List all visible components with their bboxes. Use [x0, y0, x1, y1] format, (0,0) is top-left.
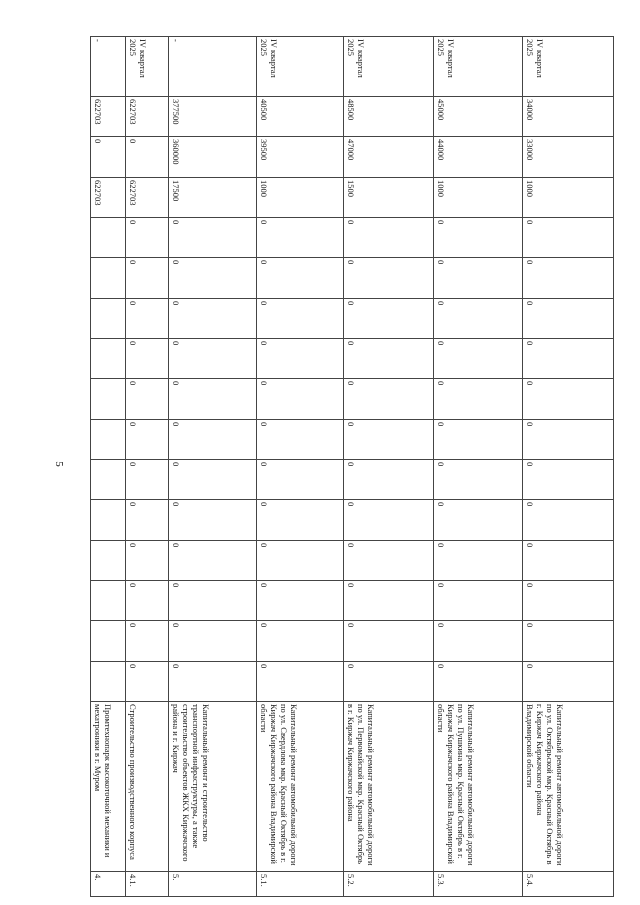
value-cell-text: 0: [525, 542, 535, 547]
deadline-cell-text: -: [93, 39, 103, 42]
value-cell-text: 0: [436, 341, 446, 346]
value-cell-text: 0: [171, 583, 181, 588]
row-name: [343, 701, 434, 872]
value-cell: [125, 257, 169, 298]
value-cell-text: 0: [259, 381, 269, 386]
value-cell-text: 0: [436, 381, 446, 386]
value-cell-text: 0: [346, 260, 356, 265]
value-cell-text: 0: [128, 623, 138, 628]
value-cell-text: 0: [436, 421, 446, 426]
value-cell: [343, 661, 434, 702]
value-cell: [90, 620, 126, 661]
value-cell: [256, 298, 344, 339]
deadline-cell: [125, 36, 169, 97]
deadline-cell-text: IV квартал 2025: [346, 39, 366, 78]
value-cell-text: 1500: [346, 179, 356, 197]
row-number: [256, 871, 344, 897]
value-cell-text: 622703: [93, 99, 103, 125]
value-cell: [433, 217, 523, 258]
value-cell: [125, 298, 169, 339]
value-cell: [343, 217, 434, 258]
value-cell: [90, 419, 126, 460]
value-cell: [168, 540, 257, 581]
value-cell: [256, 540, 344, 581]
value-cell-text: 0: [171, 462, 181, 467]
value-cell: [125, 499, 169, 540]
value-cell-text: 0: [171, 341, 181, 346]
value-cell-text: 0: [259, 421, 269, 426]
value-cell: [90, 96, 126, 137]
value-cell: [343, 257, 434, 298]
value-cell-text: 0: [259, 502, 269, 507]
value-cell: [90, 661, 126, 702]
value-cell-text: 0: [525, 623, 535, 628]
value-cell-text: 0: [128, 462, 138, 467]
value-cell-text: 0: [346, 542, 356, 547]
value-cell: [343, 378, 434, 419]
value-cell: [125, 620, 169, 661]
value-cell: [125, 540, 169, 581]
value-cell-text: 0: [525, 341, 535, 346]
row-number: [90, 871, 126, 897]
value-cell: [433, 620, 523, 661]
value-cell: [343, 136, 434, 177]
value-cell-text: 0: [525, 300, 535, 305]
value-cell: [168, 661, 257, 702]
value-cell-text: 0: [346, 502, 356, 507]
row-name-text: Капитальный ремонт и строительство транспортной инфраструктуры, а также строительство объектов ЖКХ Киржачского района и г. Киржач: [171, 704, 211, 862]
deadline-cell-text: IV квартал 2025: [259, 39, 279, 78]
value-cell-text: 0: [128, 542, 138, 547]
value-cell-text: 0: [525, 220, 535, 225]
value-cell: [90, 459, 126, 500]
value-cell: [433, 378, 523, 419]
value-cell: [433, 96, 523, 137]
value-cell: [433, 459, 523, 500]
row-number-text: 5.: [171, 874, 181, 881]
value-cell: [256, 257, 344, 298]
value-cell-text: 0: [128, 502, 138, 507]
value-cell: [125, 177, 169, 218]
value-cell-text: 0: [346, 623, 356, 628]
value-cell: [343, 298, 434, 339]
value-cell: [522, 419, 614, 460]
value-cell: [433, 661, 523, 702]
value-cell-text: 0: [436, 220, 446, 225]
value-cell-text: 622703: [128, 179, 138, 206]
value-cell-text: 1000: [525, 179, 535, 197]
value-cell-text: 48500: [346, 99, 356, 121]
value-cell-text: 0: [128, 300, 138, 305]
value-cell-text: 0: [346, 220, 356, 225]
value-cell-text: 622703: [93, 179, 103, 206]
value-cell: [256, 661, 344, 702]
value-cell: [90, 177, 126, 218]
value-cell-text: 1000: [259, 179, 269, 197]
row-number-text: 5.4.: [525, 874, 535, 887]
value-cell-text: 0: [128, 421, 138, 426]
value-cell-text: 0: [436, 623, 446, 628]
row-number: [522, 871, 614, 897]
value-cell-text: 0: [346, 381, 356, 386]
value-cell: [90, 217, 126, 258]
value-cell-text: 44000: [436, 139, 446, 161]
value-cell: [90, 136, 126, 177]
row-number-text: 5.1.: [259, 874, 269, 887]
value-cell-text: 0: [171, 300, 181, 305]
value-cell-text: 0: [171, 381, 181, 386]
value-cell: [522, 338, 614, 379]
value-cell: [522, 96, 614, 137]
value-cell-text: 0: [525, 381, 535, 386]
value-cell-text: 0: [436, 583, 446, 588]
value-cell: [343, 499, 434, 540]
value-cell: [433, 499, 523, 540]
value-cell: [522, 540, 614, 581]
value-cell: [256, 580, 344, 621]
value-cell-text: 0: [346, 663, 356, 668]
value-cell: [125, 96, 169, 137]
value-cell-text: 0: [346, 583, 356, 588]
value-cell-text: 0: [171, 623, 181, 628]
value-cell-text: 0: [259, 462, 269, 467]
value-cell: [168, 459, 257, 500]
value-cell: [522, 257, 614, 298]
value-cell: [433, 177, 523, 218]
value-cell-text: 0: [171, 542, 181, 547]
value-cell-text: 0: [128, 220, 138, 225]
value-cell: [522, 177, 614, 218]
value-cell: [90, 257, 126, 298]
row-name-text: Промтехнопарк высокоточной механики и мехатроники в г. Муром: [93, 704, 113, 858]
value-cell-text: 0: [436, 663, 446, 668]
value-cell: [168, 580, 257, 621]
value-cell-text: 0: [525, 663, 535, 668]
value-cell: [522, 499, 614, 540]
value-cell-text: 0: [171, 663, 181, 668]
value-cell-text: 0: [436, 542, 446, 547]
value-cell: [256, 499, 344, 540]
value-cell-text: 0: [525, 583, 535, 588]
value-cell: [125, 661, 169, 702]
value-cell: [522, 298, 614, 339]
value-cell-text: 0: [525, 462, 535, 467]
deadline-cell-text: IV квартал 2025: [436, 39, 456, 78]
value-cell: [90, 298, 126, 339]
value-cell: [256, 96, 344, 137]
value-cell-text: 0: [346, 341, 356, 346]
value-cell: [125, 419, 169, 460]
value-cell-text: 0: [259, 341, 269, 346]
value-cell: [168, 338, 257, 379]
value-cell-text: 622703: [128, 99, 138, 125]
value-cell-text: 0: [171, 421, 181, 426]
value-cell-text: 1000: [436, 179, 446, 197]
value-cell: [168, 257, 257, 298]
value-cell: [125, 338, 169, 379]
value-cell-text: 0: [171, 502, 181, 507]
deadline-cell: [522, 36, 614, 97]
deadline-cell: [90, 36, 126, 97]
value-cell: [343, 177, 434, 218]
value-cell: [168, 419, 257, 460]
value-cell: [125, 217, 169, 258]
value-cell: [433, 580, 523, 621]
value-cell-text: 17500: [171, 179, 181, 201]
value-cell-text: 0: [171, 220, 181, 225]
value-cell: [522, 661, 614, 702]
row-number-text: 4.: [93, 874, 103, 881]
row-number: [125, 871, 169, 897]
value-cell-text: 39500: [259, 139, 269, 161]
value-cell-text: 0: [259, 260, 269, 265]
value-cell-text: 0: [525, 260, 535, 265]
row-name: [256, 701, 344, 872]
row-name: [433, 701, 523, 872]
value-cell-text: 45000: [436, 99, 446, 121]
deadline-cell: [256, 36, 344, 97]
row-name: [522, 701, 614, 872]
value-cell-text: 0: [259, 663, 269, 668]
value-cell-text: 0: [259, 623, 269, 628]
value-cell-text: 0: [346, 421, 356, 426]
page-number: 5: [52, 461, 65, 467]
value-cell: [343, 338, 434, 379]
row-number-text: 5.3.: [436, 874, 446, 887]
value-cell: [168, 378, 257, 419]
deadline-cell-text: IV квартал 2025: [525, 39, 545, 78]
value-cell: [256, 338, 344, 379]
value-cell: [433, 257, 523, 298]
value-cell-text: 377500: [171, 99, 181, 125]
value-cell: [433, 419, 523, 460]
value-cell-text: 0: [436, 502, 446, 507]
row-name-text: Строительство производственного корпуса: [128, 704, 138, 860]
value-cell: [125, 378, 169, 419]
value-cell: [90, 499, 126, 540]
value-cell: [343, 459, 434, 500]
value-cell: [522, 580, 614, 621]
value-cell-text: 40500: [259, 99, 269, 121]
value-cell: [433, 136, 523, 177]
value-cell: [90, 378, 126, 419]
value-cell: [522, 136, 614, 177]
row-name: [90, 701, 126, 872]
rotated-table: [90, 36, 613, 896]
value-cell-text: 0: [128, 260, 138, 265]
value-cell-text: 0: [259, 583, 269, 588]
value-cell: [168, 620, 257, 661]
value-cell-text: 0: [128, 381, 138, 386]
deadline-cell: [343, 36, 434, 97]
value-cell-text: 47000: [346, 139, 356, 161]
value-cell: [90, 580, 126, 621]
value-cell: [90, 338, 126, 379]
value-cell: [343, 620, 434, 661]
value-cell: [256, 459, 344, 500]
value-cell: [256, 620, 344, 661]
value-cell-text: 0: [259, 220, 269, 225]
value-cell: [343, 96, 434, 137]
value-cell-text: 0: [128, 663, 138, 668]
value-cell-text: 0: [436, 260, 446, 265]
value-cell-text: 0: [525, 421, 535, 426]
value-cell-text: 0: [128, 583, 138, 588]
row-name-text: Капитальный ремонт автомобильной дороги по ул. Октябрьской мкр. Красный Октябрь в г. Киржач Киржачского района Владимирской области: [525, 704, 565, 866]
value-cell-text: 0: [128, 341, 138, 346]
row-number: [343, 871, 434, 897]
value-cell-text: 0: [128, 139, 138, 144]
value-cell-text: 0: [346, 462, 356, 467]
value-cell-text: 0: [346, 300, 356, 305]
value-cell: [343, 580, 434, 621]
value-cell: [125, 459, 169, 500]
value-cell: [522, 459, 614, 500]
value-cell: [522, 378, 614, 419]
value-cell-text: 34000: [525, 99, 535, 121]
value-cell: [168, 96, 257, 137]
row-name-text: Капитальный ремонт автомобильной дороги по ул. Пушкина мкр. Красный Октябрь в г. Киржач Киржачского района Владимирской области: [436, 704, 476, 866]
row-number-text: 5.2.: [346, 874, 356, 887]
value-cell: [256, 177, 344, 218]
value-cell: [343, 540, 434, 581]
value-cell: [433, 540, 523, 581]
deadline-cell: [433, 36, 523, 97]
value-cell: [343, 419, 434, 460]
value-cell-text: 0: [525, 502, 535, 507]
value-cell: [256, 378, 344, 419]
row-number: [168, 871, 257, 897]
row-number-text: 4.1.: [128, 874, 138, 887]
value-cell-text: 0: [171, 260, 181, 265]
row-name-text: Капитальный ремонт автомобильной дороги по ул. Первомайской мкр. Красный Октябрь в г. Киржач Киржачского района: [346, 704, 376, 866]
value-cell: [256, 217, 344, 258]
value-cell-text: 0: [259, 300, 269, 305]
value-cell-text: 0: [93, 139, 103, 144]
row-name: [125, 701, 169, 872]
value-cell: [433, 298, 523, 339]
row-number: [433, 871, 523, 897]
value-cell-text: 0: [436, 462, 446, 467]
deadline-cell-text: IV квартал 2025: [128, 39, 148, 78]
deadline-cell-text: -: [171, 39, 181, 42]
value-cell: [168, 136, 257, 177]
value-cell: [256, 419, 344, 460]
value-cell: [125, 136, 169, 177]
value-cell-text: 360000: [171, 139, 181, 165]
value-cell: [256, 136, 344, 177]
value-cell: [168, 217, 257, 258]
value-cell: [125, 580, 169, 621]
value-cell-text: 33000: [525, 139, 535, 161]
deadline-cell: [168, 36, 257, 97]
value-cell: [433, 338, 523, 379]
value-cell: [168, 298, 257, 339]
value-cell-text: 0: [436, 300, 446, 305]
row-name-text: Капитальный ремонт автомобильной дороги по ул. Свердлова мкр. Красный Октябрь в г. Киржач Киржачского района Владимирской области: [259, 704, 299, 866]
row-name: [168, 701, 257, 872]
value-cell: [168, 177, 257, 218]
value-cell: [522, 620, 614, 661]
value-cell: [522, 217, 614, 258]
value-cell-text: 0: [259, 542, 269, 547]
value-cell: [168, 499, 257, 540]
value-cell: [90, 540, 126, 581]
